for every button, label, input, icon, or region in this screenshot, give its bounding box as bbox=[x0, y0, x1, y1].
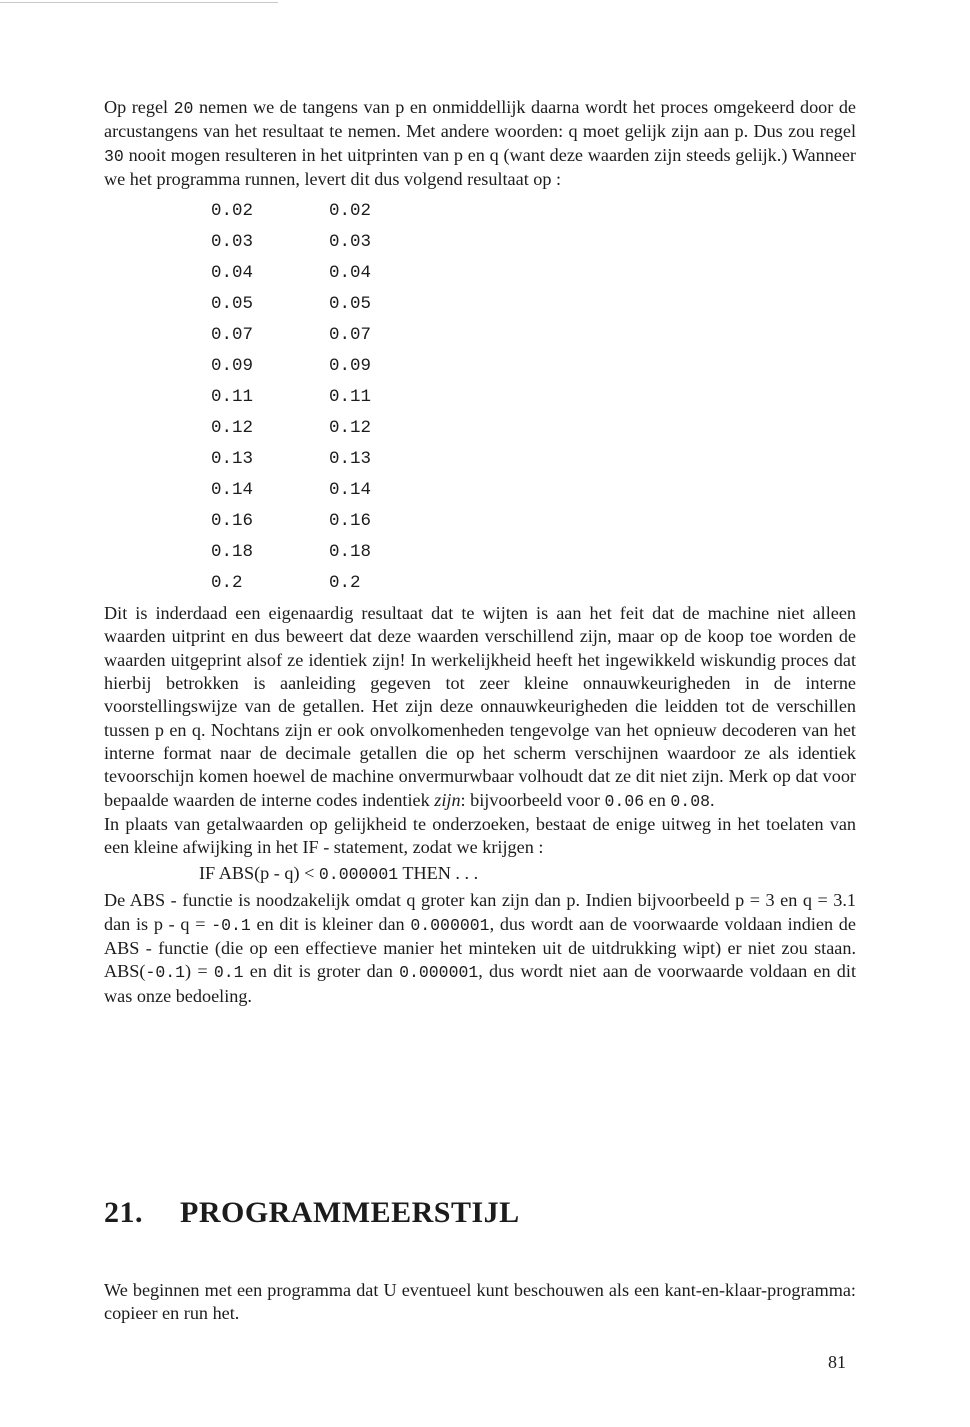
section-heading bbox=[104, 1196, 520, 1230]
results-table bbox=[211, 195, 371, 598]
value-q: 0.02 bbox=[329, 200, 372, 221]
value-p: 0.09 bbox=[211, 355, 254, 376]
result-row bbox=[211, 226, 371, 257]
result-row bbox=[211, 195, 371, 226]
value-q: 0.07 bbox=[329, 324, 372, 345]
paragraph-solution: In plaats van getalwaarden op gelijkheid te onderzoeken, bestaat de enige uitweg in het toelaten van een kleine afwijking in het IF - statement, zodat we krijgen : bbox=[104, 813, 856, 858]
paragraph-section-intro: We beginnen met een programma dat U eventueel kunt beschouwen als een kant-en-klaar-programma: copieer en run het. bbox=[104, 1280, 856, 1324]
paragraph-explanation: Dit is inderdaad een eigenaardig resultaat dat te wijten is aan het feit dat de machine niet alleen waarden uitprint en dus beweert dat deze waarden verschillend zijn, maar op de koop toe worden de waarden uitgeprint alsof ze identiek zijn! In werkelijkheid heeft het ingewikkeld wiskundig proces dat hierbij betrokken is aanleiding gegeven tot zeer kleine onnauwkeurigheden in de interne voorstellingswijze van de getallen. Het zijn deze onnauwkeurigheden die leidden tot de verschillen tussen p en q. Nochtans zijn er ook onvolkomenheden tengevolge van het opnieuw decoderen van het interne format naar de decimale getallen die op het scherm verschijnen waardoor ze als identiek tevoorschijn komen hoewel de machine onvermurwbaar volhoudt dat ze dit niet zijn. Merk op dat voor bepaalde waarden de interne codes indentiek zijn: bijvoorbeeld voor 0.06 en 0.08. bbox=[104, 603, 856, 811]
value-p: 0.02 bbox=[211, 200, 254, 221]
result-row bbox=[211, 474, 371, 505]
value-q: 0.16 bbox=[329, 510, 372, 531]
paragraph-abs-function: De ABS - functie is noodzakelijk omdat q groter kan zijn dan p. Indien bijvoorbeeld p = 3 en q = 3.1 dan is p - q = -0.1 en dit is kleiner dan 0.000001, dus wordt aan de voorwaarde voldaan indien de ABS - functie (die op een effectieve manier het minteken uit de uitdrukking wipt) er niet zou staan. ABS(-0.1) = 0.1 en dit is groter dan 0.000001, dus wordt niet aan de voorwaarde voldaan en dit was onze bedoeling. bbox=[104, 890, 856, 1006]
code-formula: IF ABS(p - q) < 0.000001 THEN . . . bbox=[199, 863, 479, 885]
value-p: 0.11 bbox=[211, 386, 254, 407]
value-p: 0.2 bbox=[211, 572, 243, 593]
value-q: 0.05 bbox=[329, 293, 372, 314]
paragraph-intro: Op regel 20 nemen we de tangens van p en onmiddellijk daarna wordt het proces omgekeerd door de arcustangens van het resultaat te nemen. Met andere woorden: q moet gelijk zijn aan p. Dus zou regel 30 nooit mogen resulteren in het uitprinten van p en q (want deze waarden zijn steeds gelijk.) Wanneer we het programma runnen, levert dit dus volgend resultaat op : bbox=[104, 97, 857, 189]
value-p: 0.14 bbox=[211, 479, 254, 500]
page-number: 81 bbox=[828, 1352, 846, 1372]
section-title: PROGRAMMEERSTIJL bbox=[180, 1196, 520, 1229]
value-q: 0.2 bbox=[329, 572, 361, 593]
value-q: 0.13 bbox=[329, 448, 372, 469]
result-row bbox=[211, 381, 371, 412]
emphasis-word: zijn bbox=[434, 789, 461, 810]
value-p: 0.03 bbox=[211, 231, 254, 252]
value-q: 0.12 bbox=[329, 417, 372, 438]
value-q: 0.04 bbox=[329, 262, 372, 283]
value-q: 0.09 bbox=[329, 355, 372, 376]
value-p: 0.04 bbox=[211, 262, 254, 283]
result-row bbox=[211, 350, 371, 381]
result-row bbox=[211, 443, 371, 474]
result-row bbox=[211, 257, 371, 288]
value-q: 0.18 bbox=[329, 541, 372, 562]
page-body bbox=[104, 96, 856, 1008]
section-number: 21. bbox=[104, 1196, 143, 1229]
value-q: 0.03 bbox=[329, 231, 372, 252]
result-row bbox=[211, 319, 371, 350]
result-row bbox=[211, 567, 371, 598]
result-row bbox=[211, 412, 371, 443]
value-q: 0.14 bbox=[329, 479, 372, 500]
value-p: 0.12 bbox=[211, 417, 254, 438]
value-p: 0.07 bbox=[211, 324, 254, 345]
result-row bbox=[211, 505, 371, 536]
top-edge-line bbox=[0, 2, 278, 3]
result-row bbox=[211, 288, 371, 319]
value-p: 0.05 bbox=[211, 293, 254, 314]
value-q: 0.11 bbox=[329, 386, 372, 407]
line-number: 20 bbox=[173, 99, 194, 118]
value-p: 0.13 bbox=[211, 448, 254, 469]
value-p: 0.18 bbox=[211, 541, 254, 562]
value-p: 0.16 bbox=[211, 510, 254, 531]
line-number: 30 bbox=[104, 146, 124, 166]
result-row bbox=[211, 536, 371, 567]
